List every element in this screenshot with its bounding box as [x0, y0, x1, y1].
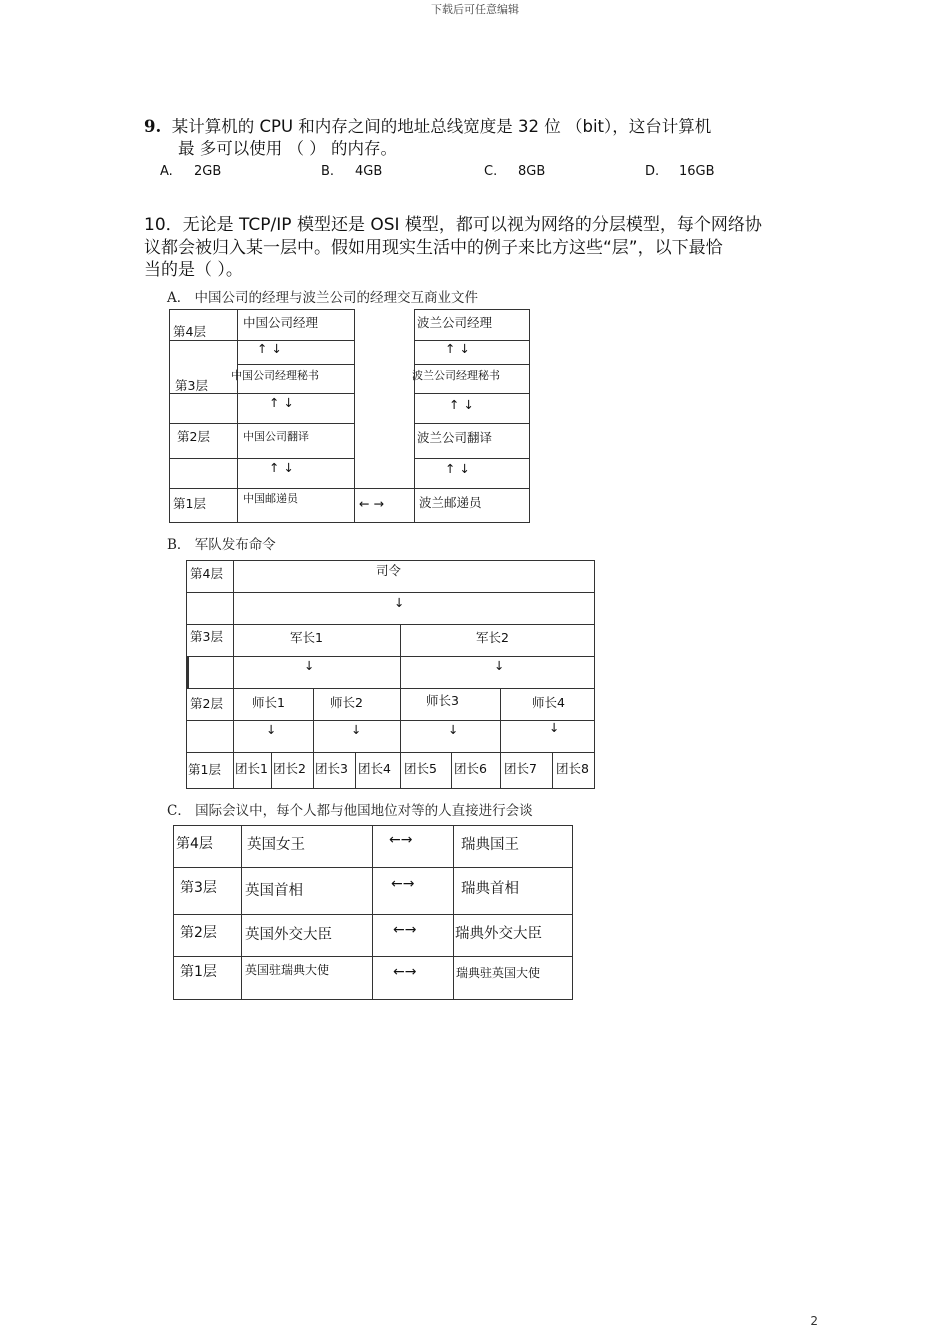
commander: 司令	[376, 563, 402, 578]
arrow-leftright: ←→	[393, 922, 417, 938]
regiment-commander: 团长8	[556, 761, 589, 776]
cell-text: 波兰邮递员	[419, 495, 482, 510]
option-a-caption: A． 中国公司的经理与波兰公司的经理交互商业文件	[167, 290, 479, 306]
cell-text: 中国公司经理	[243, 315, 319, 330]
option-b: B. 4GB	[321, 164, 383, 179]
division-commander: 师长4	[532, 695, 565, 710]
cell-text: 瑞典驻英国大使	[456, 966, 541, 980]
arrow-leftright: ←→	[393, 964, 417, 980]
division-commander: 师长2	[330, 695, 363, 710]
cell-text: 瑞典外交大臣	[455, 926, 542, 942]
option-a-diagram	[169, 309, 531, 524]
arrow-down: ↓	[494, 658, 505, 673]
cell-text: 中国邮递员	[243, 492, 298, 505]
layer-label: 第4层	[173, 324, 206, 339]
layer-label: 第2层	[190, 696, 223, 711]
layer-label: 第1层	[173, 496, 206, 511]
layer-label: 第3层	[190, 629, 223, 644]
cell-text: 瑞典国王	[461, 837, 519, 853]
page-number: 2	[810, 1314, 818, 1328]
layer-label: 第3层	[175, 378, 208, 393]
arrow-leftright: ←→	[391, 876, 415, 892]
regiment-commander: 团长6	[454, 761, 487, 776]
arrow-updown: ↑ ↓	[257, 341, 282, 356]
cell-text: 波兰公司经理	[417, 315, 493, 330]
question-9	[144, 116, 814, 160]
cell-text: 波兰公司翻译	[417, 430, 493, 445]
question-10	[144, 214, 816, 282]
layer-label: 第3层	[180, 880, 217, 896]
option-c: C. 8GB	[484, 164, 546, 179]
cell-text: 中国公司翻译	[243, 430, 309, 443]
regiment-commander: 团长2	[273, 761, 306, 776]
arrow-down: ↓	[448, 722, 459, 737]
arrow-updown: ↑ ↓	[449, 397, 474, 412]
cell-text: 瑞典首相	[461, 881, 519, 897]
arrow-updown: ↑ ↓	[269, 460, 294, 475]
option-d: D. 16GB	[645, 164, 715, 179]
cell-text: 英国外交大臣	[245, 927, 332, 943]
option-c-diagram	[173, 825, 575, 1001]
arrow-down: ↓	[266, 722, 277, 737]
layer-label: 第1层	[180, 964, 217, 980]
cell-text: 中国公司经理秘书	[231, 369, 319, 382]
option-c-caption: C． 国际会议中，每个人都与他国地位对等的人直接进行会谈	[167, 803, 533, 819]
regiment-commander: 团长3	[315, 761, 348, 776]
option-b-caption: B． 军队发布命令	[167, 537, 276, 553]
layer-label: 第1层	[188, 762, 221, 777]
question-text-line1: 10．无论是 TCP/IP 模型还是 OSI 模型，都可以视为网络的分层模型，每个网络协	[144, 215, 762, 235]
layer-label: 第4层	[190, 566, 223, 581]
question-number: 9.	[144, 117, 162, 136]
header-note: 下载后可任意编辑	[431, 3, 519, 16]
layer-label: 第2层	[177, 429, 210, 444]
question-text-line3: 当的是（ ）。	[144, 260, 243, 280]
regiment-commander: 团长7	[504, 761, 537, 776]
cell-text: 英国驻瑞典大使	[245, 963, 330, 977]
arrow-updown: ↑ ↓	[445, 461, 470, 476]
layer-label: 第4层	[176, 836, 213, 852]
arrow-leftright: ←→	[389, 832, 413, 848]
cell-text: 英国女王	[247, 837, 305, 853]
option-a: A. 2GB	[160, 164, 222, 179]
arrow-updown: ↑ ↓	[445, 341, 470, 356]
corps-commander: 军长1	[290, 630, 323, 645]
question-text-line2: 最 多可以使用 （ ） 的内存。	[178, 139, 397, 158]
question-text-line1: 某计算机的 CPU 和内存之间的地址总线宽度是 32 位 （bit），这台计算机	[171, 117, 712, 136]
arrow-down: ↓	[351, 722, 362, 737]
arrow-down: ↓	[394, 595, 405, 610]
arrow-down: ↓	[304, 658, 315, 673]
question-text-line2: 议都会被归入某一层中。假如用现实生活中的例子来比方这些“层”，以下最恰	[144, 237, 723, 258]
cell-text: 英国首相	[245, 883, 303, 899]
regiment-commander: 团长1	[235, 761, 268, 776]
option-b-diagram	[186, 560, 596, 790]
corps-commander: 军长2	[476, 630, 509, 645]
cell-text: 波兰公司经理秘书	[412, 369, 500, 382]
division-commander: 师长3	[426, 693, 459, 708]
division-commander: 师长1	[252, 695, 285, 710]
arrow-down: ↓	[549, 720, 560, 735]
regiment-commander: 团长5	[404, 761, 437, 776]
arrow-leftright: ← →	[359, 496, 384, 511]
arrow-updown: ↑ ↓	[269, 395, 294, 410]
regiment-commander: 团长4	[358, 761, 391, 776]
layer-label: 第2层	[180, 925, 217, 941]
